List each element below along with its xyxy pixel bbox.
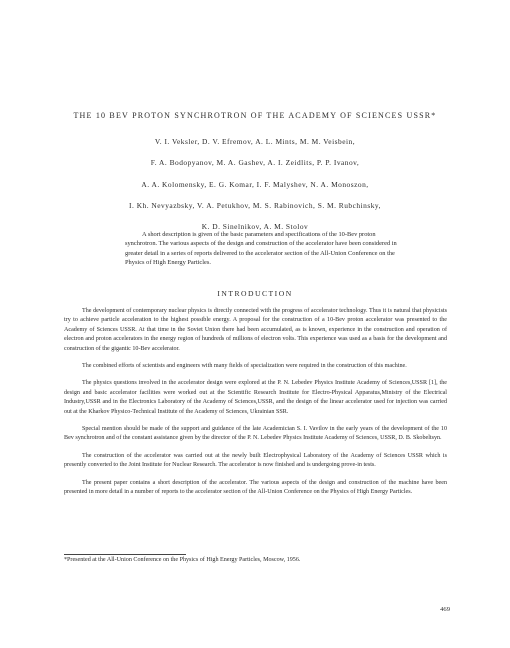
body-paragraph: Special mention should be made of the support and guidance of the late Academician S. I. Vavilov in the early years of the development of the 10 Bev synchrotron and of the constant assistance given by the director of the P. N. Lebedev Physics Institute Academy of Sciences, USSR, D. B. Skobeltsyn. xyxy=(64,426,447,442)
footnote-divider xyxy=(64,554,186,555)
page-number: 469 xyxy=(440,606,450,613)
section-heading-introduction: INTRODUCTION xyxy=(217,289,293,298)
author-line: A. A. Kolomensky, E. G. Komar, I. F. Malyshev, N. A. Monoszon, xyxy=(141,179,369,189)
body-paragraph: The combined efforts of scientists and engineers with many fields of specialization were required in the construction of this machine. xyxy=(82,363,407,370)
author-line: I. Kh. Nevyazbsky, V. A. Petukhov, M. S. Rabinovich, S. M. Rubchinsky, xyxy=(129,200,381,210)
paper-title: THE 10 BEV PROTON SYNCHROTRON OF THE ACADEMY OF SCIENCES USSR* xyxy=(73,111,437,120)
author-list xyxy=(40,131,470,237)
body-paragraph: The present paper contains a short description of the accelerator. The various aspects of the design and construction of the machine have been presented in more detail in a number of reports to the accelerator section of the All-Union Conference on the Physics of High Energy Particles. xyxy=(64,479,447,496)
abstract-text: A short description is given of the basic parameters and specifications of the 10-Bev proton synchrotron. The various aspects of the design and construction of the accelerator have been considered in greater detail in a series of reports delivered to the accelerator section of the All-Union Conference on the Physics of High Energy Particles. xyxy=(125,231,397,267)
body-paragraph: The physics questions involved in the accelerator design were explored at the P. N. Lebedev Physics Institute Academy of Sciences,USSR [1], the design and basic accelerator facilities were worked out at the Scientific Research Institute for Electro-Physical Apparatus,Ministry of the Electrical Industry,USSR and in the Electronics Laboratory of the Academy of Sciences,USSR, and the design of the linear accelerator used for injection was carried out at the Kharkov Physico-Technical Institute of the Academy of Sciences, Ukrainian SSR. xyxy=(64,380,447,415)
body-paragraph: The construction of the accelerator was carried out at the newly built Electrophysical Laboratory of the Academy of Sciences USSR which is presently converted to the Joint Institute for Nuclear Research. The accelerator is now finished and is undergoing prove-in tests. xyxy=(64,452,447,469)
author-line: F. A. Bodopyanov, M. A. Gashev, A. I. Zeidlits, P. P. Ivanov, xyxy=(150,158,360,168)
abstract xyxy=(125,230,401,268)
author-line: K. D. Sinelnikov, A. M. Stolov xyxy=(201,222,309,232)
introduction-body xyxy=(64,307,447,506)
body-paragraph: The development of contemporary nuclear physics is directly connected with the progress of accelerator technology. Thus it is natural that physicists try to achieve particle acceleration to the highest possible energy. A proposal for the construction of a 10-Bev proton accelerator was presented to the Academy of Sciences USSR. At that time in the Soviet Union there had been accumulated, as is known, experience in the construction and operation of electron and proton accelerators in the energy region of hundreds of millions of electron volts. This experience was used as a basis for the development and construction of the gigantic 10-Bev accelerator. xyxy=(64,308,447,352)
author-line: V. I. Veksler, D. V. Efremov, A. L. Mints, M. M. Veisbein, xyxy=(154,137,356,146)
footnote: *Presented at the All-Union Conference on the Physics of High Energy Particles, Moscow, 1956. xyxy=(64,557,301,563)
